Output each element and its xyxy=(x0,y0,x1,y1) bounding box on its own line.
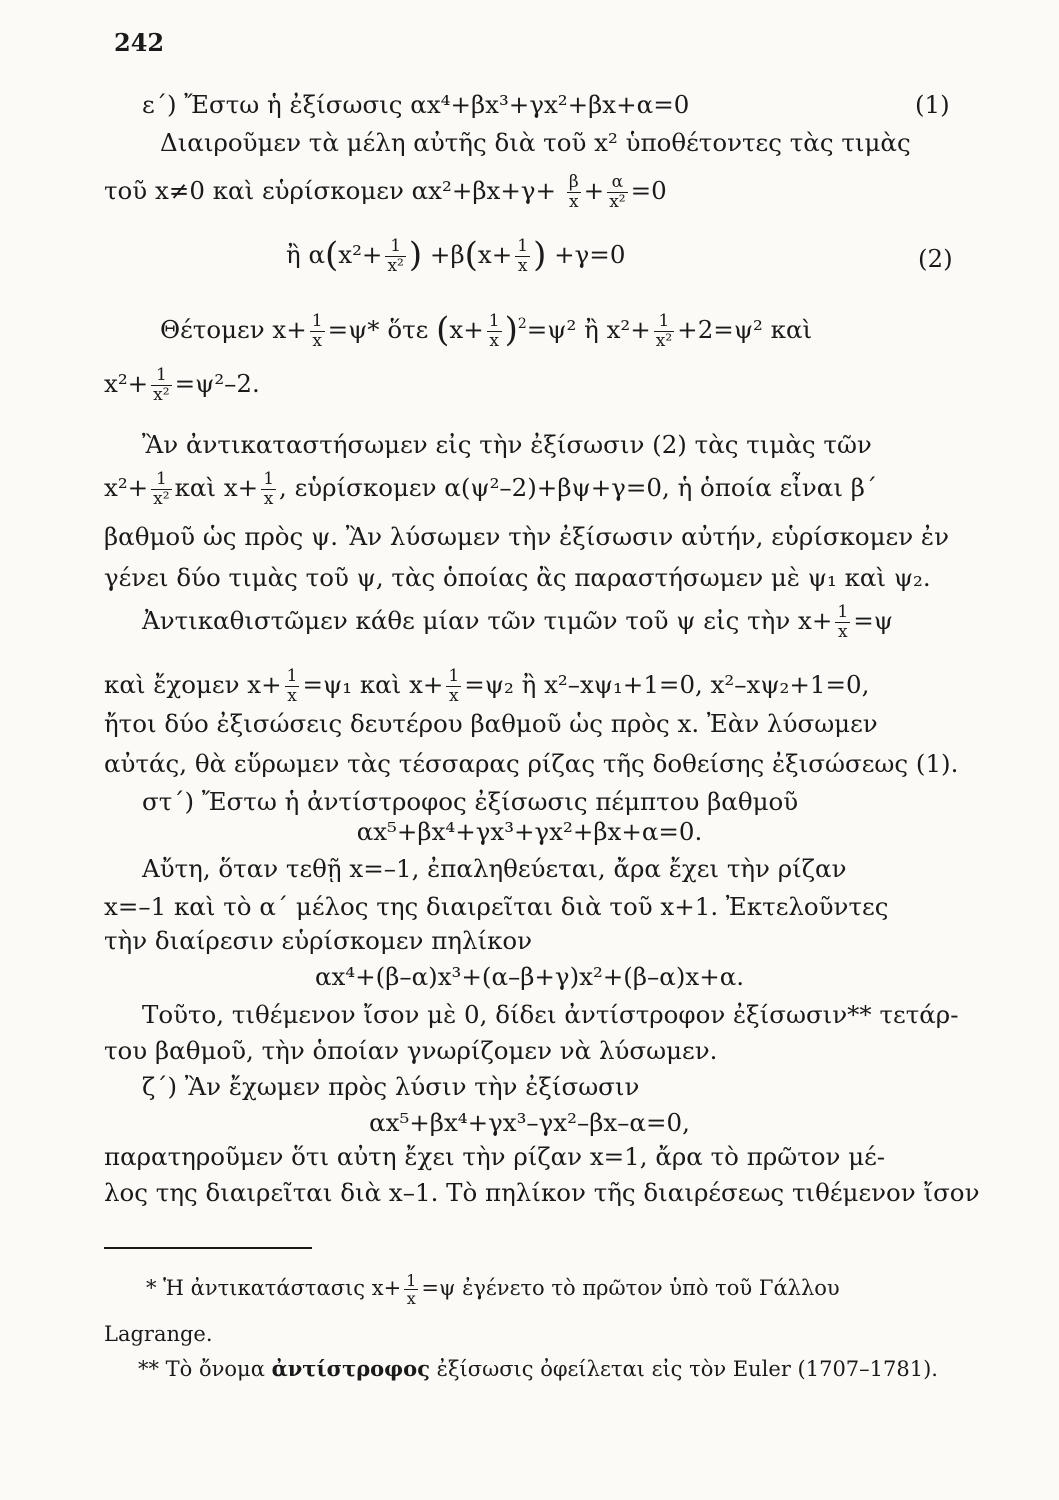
fraction xyxy=(567,173,581,212)
text-line: ἤτοι δύο ἐξισώσεις δευτέρου βαθμοῦ ὡς πρὸς x. Ἐὰν λύσωμεν xyxy=(104,709,878,738)
fraction xyxy=(404,1272,418,1307)
text-line: Τοῦτο, τιθέμενον ἴσον μὲ 0, δίδει ἀντίστροφον ἐξίσωσιν** τετάρ- xyxy=(142,1000,959,1029)
fraction-denominator: x xyxy=(263,489,274,509)
text-line: στ΄) Ἔστω ἡ ἀντίστροφος ἐξίσωσις πέμπτου βαθμοῦ xyxy=(142,787,799,816)
text-fragment: =ψ₁ καὶ x+ xyxy=(302,670,444,699)
fraction-numerator: 1 xyxy=(311,311,323,331)
fraction-denominator: x² xyxy=(655,331,673,351)
text-line: x=–1 καὶ τὸ α΄ μέλος της διαιρεῖται διὰ τοῦ x+1. Ἐκτελοῦντες xyxy=(104,892,889,921)
text-fragment: x²+ xyxy=(104,369,149,398)
text-line: αὐτάς, θὰ εὕρωμεν τὰς τέσσαρας ρίζας τῆς δοθείσης ἐξισώσεως (1). xyxy=(104,749,959,778)
fraction-denominator: x xyxy=(568,192,579,212)
centered-equation: αx⁴+(β–α)x³+(α–β+γ)x²+(β–α)x+α. xyxy=(314,962,745,991)
text-fragment: Ἀντικαθιστῶμεν κάθε μίαν τῶν τιμῶν τοῦ ψ εἰς τὴν x+ xyxy=(142,606,833,635)
text-fragment: =ψ ἐγένετο τὸ πρῶτον ὑπὸ τοῦ Γάλλου xyxy=(421,1276,840,1300)
fraction-denominator: x xyxy=(489,331,499,351)
text-fragment: +2=ψ² καὶ xyxy=(677,315,813,344)
text-fragment: τοῦ x≠0 καὶ εὑρίσκομεν αx²+βx+γ+ xyxy=(104,176,557,205)
text-fragment: =ψ xyxy=(853,606,893,635)
fraction xyxy=(835,603,850,642)
equation-line xyxy=(142,603,893,642)
footnote-2 xyxy=(138,1356,938,1381)
text-fragment: =0 xyxy=(630,176,667,205)
text-fragment: , εὑρίσκομεν α(ψ²–2)+βψ+γ=0, ἡ ὁποία εἶναι β΄ xyxy=(279,473,878,502)
paren: ) xyxy=(504,310,518,350)
fraction-numerator: 1 xyxy=(837,602,849,622)
fraction-numerator: 1 xyxy=(488,311,500,331)
fraction xyxy=(151,366,171,405)
fraction-numerator: 1 xyxy=(151,366,171,386)
centered-equation: αx⁵+βx⁴+γx³+γx²+βx+α=0. xyxy=(356,817,703,846)
text-fragment: +γ=0 xyxy=(554,240,626,269)
fraction-denominator: x xyxy=(287,686,297,706)
fraction-denominator: x xyxy=(449,686,459,706)
paren: ( xyxy=(436,310,450,350)
text-fragment: καὶ x+ xyxy=(174,473,259,502)
fraction-denominator: x² xyxy=(153,385,170,405)
text-fragment: * Ἡ ἀντικατάστασις x+ xyxy=(146,1276,402,1300)
fraction-denominator: x² xyxy=(387,256,404,276)
text-line: του βαθμοῦ, τὴν ὁποίαν γνωρίζομεν νὰ λύσωμεν. xyxy=(104,1036,718,1065)
fraction-denominator: x xyxy=(312,331,322,351)
fraction-numerator: 1 xyxy=(385,237,405,257)
text-fragment: x²+ xyxy=(104,473,149,502)
text-fragment: ** Τὸ ὄνομα xyxy=(138,1357,265,1381)
text-fragment: Θέτομεν x+ xyxy=(160,315,307,344)
text-fragment: ἢ α xyxy=(286,240,326,269)
fraction-numerator: α xyxy=(607,173,627,193)
centered-equation: αx⁵+βx⁴+γx³–γx²–βx–α=0, xyxy=(369,1108,690,1137)
fraction-numerator: 1 xyxy=(448,666,460,686)
fraction-numerator: 1 xyxy=(286,666,298,686)
text-fragment: x+ xyxy=(449,315,484,344)
text-fragment: καὶ ἔχομεν x+ xyxy=(104,670,282,699)
fraction xyxy=(515,237,530,276)
text-line: ε΄) Ἔστω ἡ ἐξίσωσις αx⁴+βx³+γx²+βx+α=0 xyxy=(142,90,690,119)
bold-term: ἀντίστροφος xyxy=(271,1356,430,1381)
footnote-rule xyxy=(104,1247,312,1249)
paren: ( xyxy=(325,235,339,275)
text-fragment: =ψ² ἢ x²+ xyxy=(526,315,651,344)
fraction xyxy=(310,312,325,351)
fraction-numerator: 1 xyxy=(406,1271,417,1290)
text-fragment: =ψ₂ ἢ x²–xψ₁+1=0, x²–xψ₂+1=0, xyxy=(464,670,870,699)
fraction-denominator: x xyxy=(517,256,528,276)
fraction xyxy=(385,237,405,276)
paren: ) xyxy=(408,235,423,275)
text-line: Αὔτη, ὅταν τεθῇ x=–1, ἐπαληθεύεται, ἄρα ἔχει τὴν ρίζαν xyxy=(142,854,847,883)
fraction-numerator: 1 xyxy=(151,470,171,490)
fraction xyxy=(261,470,276,509)
fraction-denominator: x xyxy=(837,622,848,642)
text-fragment: =ψ²–2. xyxy=(174,369,260,398)
fraction-numerator: 1 xyxy=(654,312,674,332)
equation-line xyxy=(104,667,869,706)
equation-line xyxy=(286,237,625,276)
fraction xyxy=(285,667,300,706)
text-fragment: x+ xyxy=(477,240,513,269)
text-line: βαθμοῦ ὡς πρὸς ψ. Ἂν λύσωμεν τὴν ἐξίσωσιν αὐτήν, εὑρίσκομεν ἐν xyxy=(104,522,949,551)
paren: ( xyxy=(464,235,478,275)
exponent: 2 xyxy=(517,316,527,332)
text-fragment: =ψ* ὅτε xyxy=(327,315,429,344)
text-line: τὴν διαίρεσιν εὑρίσκομεν πηλίκον xyxy=(104,926,533,955)
paren: ) xyxy=(533,235,547,275)
fraction-numerator: 1 xyxy=(263,469,275,489)
fraction-numerator: β xyxy=(568,172,579,192)
equation-line xyxy=(160,312,812,351)
text-line: ζ΄) Ἂν ἔχωμεν πρὸς λύσιν τὴν ἐξίσωσιν xyxy=(142,1072,640,1101)
fraction xyxy=(607,173,627,212)
footnote-1-continuation: Lagrange. xyxy=(104,1322,213,1346)
fraction-denominator: x xyxy=(406,1289,416,1308)
text-fragment: ἐξίσωσις ὀφείλεται εἰς τὸν Euler (1707–1781). xyxy=(436,1357,938,1381)
text-line: παρατηροῦμεν ὅτι αὐτη ἔχει τὴν ρίζαν x=1, ἄρα τὸ πρῶτον μέ- xyxy=(104,1142,886,1171)
text-fragment: x²+ xyxy=(338,240,383,269)
equation-line xyxy=(104,366,260,405)
equation-line xyxy=(104,470,877,509)
fraction-numerator: 1 xyxy=(517,236,529,256)
text-line: Ἂν ἀντικαταστήσωμεν εἰς τὴν ἐξίσωσιν (2) τὰς τιμὰς τῶν xyxy=(142,430,872,459)
text-fragment: +β xyxy=(429,240,465,269)
fraction xyxy=(487,312,502,351)
equation-number: (2) xyxy=(918,244,953,273)
text-line: Διαιροῦμεν τὰ μέλη αὐτῆς διὰ τοῦ x² ὑποθέτοντες τὰς τιμὰς xyxy=(160,128,911,157)
fraction xyxy=(446,667,461,706)
footnote-1 xyxy=(146,1272,840,1307)
equation-line: τοῦ x≠0 καὶ εὑρίσκομεν αx²+βx+γ+ $\frac{\beta}{x}$ + $\frac{\alpha}{\text{x²}}$ =0 xyxy=(104,172,667,212)
equation-number: (1) xyxy=(915,90,950,119)
fraction xyxy=(654,312,674,351)
text-line: λος της διαιρεῖται διὰ x–1. Τὸ πηλίκον τῆς διαιρέσεως τιθέμενον ἴσον xyxy=(104,1178,980,1207)
page-number: 242 xyxy=(114,28,165,57)
fraction-denominator: x² xyxy=(153,489,170,509)
text-line: γένει δύο τιμὰς τοῦ ψ, τὰς ὁποίας ἂς παραστήσωμεν μὲ ψ₁ καὶ ψ₂. xyxy=(104,563,931,592)
fraction-denominator: x² xyxy=(609,192,626,212)
fraction xyxy=(151,470,171,509)
